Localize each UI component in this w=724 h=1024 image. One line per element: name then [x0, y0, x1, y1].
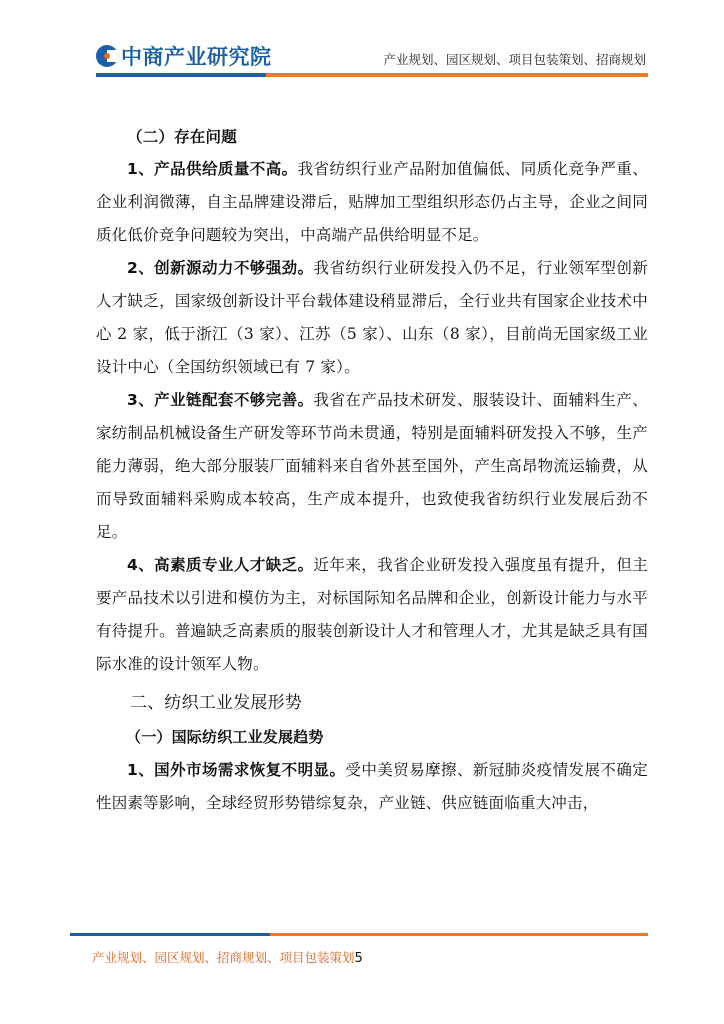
- issue-text-2: 我省纺织行业研发投入仍不足，行业领军型创新人才缺乏，国家级创新设计平台载体建设稍显滞后，全行业共有国家企业技术中心 2 家，低于浙江（3 家）、江苏（5 家）、山东（8 家），目前尚无国家级工业设计中心（全国纺织领域已有 7 家）。: [96, 259, 649, 376]
- trend-title-1: 1、国外市场需求恢复不明显。: [127, 761, 346, 779]
- header-divider-orange: [266, 73, 648, 77]
- issue-title-1: 1、产品供给质量不高。: [127, 160, 298, 178]
- trend-text-1: 受中美贸易摩擦、新冠肺炎疫情发展不确定性因素等影响，全球经贸形势错综复杂，产业链、供应链面临重大冲击，: [96, 761, 648, 812]
- logo-icon: [96, 45, 118, 67]
- issue-paragraph-3: [96, 384, 648, 549]
- page-number: 5: [354, 951, 363, 966]
- issue-title-2: 2、创新源动力不够强劲。: [127, 259, 314, 277]
- issue-title-3: 3、产业链配套不够完善。: [127, 391, 314, 409]
- issue-text-3: 我省在产品技术研发、服装设计、面辅料生产、家纺制品机械设备生产研发等环节尚未贯通，特别是面辅料研发投入不够，生产能力薄弱，绝大部分服装厂面辅料来自省外甚至国外，产生高昂物流运输费，从而导致面辅料采购成本较高，生产成本提升，也致使我省纺织行业发展后劲不足。: [96, 391, 649, 541]
- chapter-heading: 二、纺织工业发展形势: [130, 693, 302, 713]
- page-footer: [92, 948, 363, 966]
- issue-paragraph-2: [96, 252, 648, 384]
- document-body: [96, 120, 648, 820]
- trend-paragraph-1: [96, 754, 648, 820]
- footer-slogan: 产业规划、园区规划、招商规划、项目包装策划: [92, 950, 355, 965]
- section-heading: （二）存在问题: [127, 127, 237, 146]
- issue-text-4: 近年来，我省企业研发投入强度虽有提升，但主要产品技术以引进和模仿为主，对标国际知名品牌和企业，创新设计能力与水平有待提升。普遍缺乏高素质的服装创新设计人才和管理人才，尤其是缺乏具有国际水准的设计领军人物。: [96, 556, 649, 673]
- page-header: [0, 0, 724, 80]
- subsection-heading: （一）国际纺织工业发展趋势: [126, 728, 324, 746]
- footer-divider-blue: [70, 933, 270, 936]
- issue-title-4: 4、高素质专业人才缺乏。: [127, 556, 314, 574]
- header-divider-blue: [96, 73, 266, 77]
- logo-text: 中商产业研究院: [121, 45, 272, 69]
- footer-divider-orange: [270, 933, 648, 936]
- issue-paragraph-1: [96, 153, 648, 252]
- logo: [96, 42, 272, 70]
- issue-paragraph-4: [96, 549, 648, 681]
- issue-text-1: 我省纺织行业产品附加值偏低、同质化竞争严重、企业利润微薄，自主品牌建设滞后，贴牌加工型组织形态仍占主导，企业之间同质化低价竞争问题较为突出，中高端产品供给明显不足。: [96, 160, 648, 244]
- header-slogan: 产业规划、园区规划、项目包装策划、招商规划: [383, 52, 646, 67]
